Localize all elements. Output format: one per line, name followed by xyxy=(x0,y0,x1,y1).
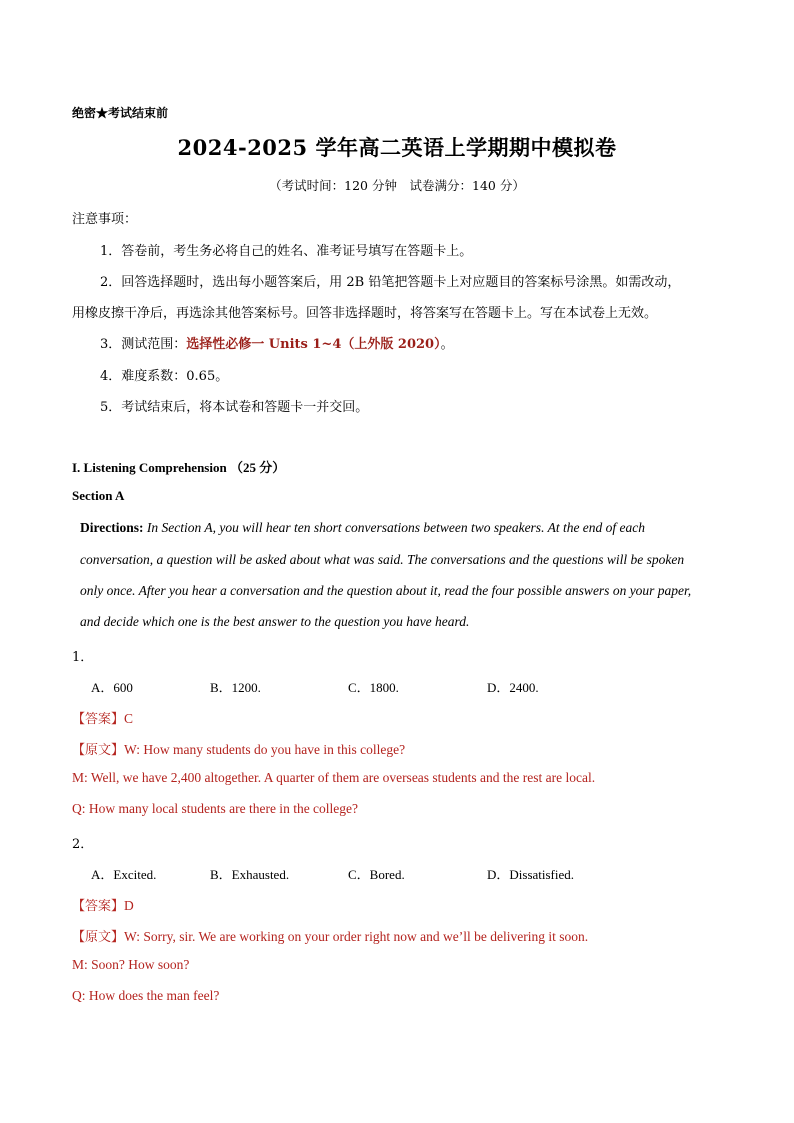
question-2-number: 2． xyxy=(72,837,94,852)
answer-value: D xyxy=(124,898,134,913)
notes-heading: 注意事项： xyxy=(72,212,138,227)
test-scope: 选择性必修一 Units 1~4（上外版 2020） xyxy=(186,337,441,352)
transcript-text: W: How many students do you have in this college? xyxy=(124,742,406,757)
directions-line-3: only once. After you hear a conversation and the question about it, read the four possible answers on your paper, xyxy=(80,583,692,598)
transcript-label: 【原文】 xyxy=(72,930,125,945)
notes-item-1: 1．答卷前，考生务必将自己的姓名、准考证号填写在答题卡上。 xyxy=(100,244,473,259)
notes-item-3-prefix: 3．测试范围： xyxy=(100,337,187,352)
answer-label: 【答案】 xyxy=(72,899,125,914)
directions-line-4: and decide which one is the best answer to the question you have heard. xyxy=(80,614,470,629)
question-1-number: 1． xyxy=(72,650,94,665)
question-1-option-d: D．2400. xyxy=(487,680,539,695)
notes-item-2-line-1: 2．回答选择题时，选出每小题答案后，用 2B 铅笔把答题卡上对应题目的答案标号涂黑。如需改动， xyxy=(100,275,681,290)
exam-title: 2024-2025 学年高二英语上学期期中模拟卷 xyxy=(177,135,617,160)
notes-item-4: 4．难度系数：0.65。 xyxy=(100,369,229,384)
question-2-option-d: D．Dissatisfied. xyxy=(487,867,575,882)
secret-label: 绝密★考试结束前 xyxy=(72,106,169,120)
answer-value: C xyxy=(124,711,134,726)
question-2-transcript-line-2: M: Soon? How soon? xyxy=(72,957,190,972)
directions-line-1 xyxy=(80,520,645,536)
section-title: Section A xyxy=(72,488,125,503)
question-1-option-a: A．600 xyxy=(91,680,133,695)
question-2-transcript-line-1 xyxy=(72,926,588,945)
transcript-label: 【原文】 xyxy=(72,743,125,758)
exam-subtitle: （考试时间：120 分钟 试卷满分：140 分） xyxy=(269,178,525,193)
notes-item-3-suffix: 。 xyxy=(440,337,454,352)
answer-label: 【答案】 xyxy=(72,712,125,727)
part-title: I. Listening Comprehension （25 分） xyxy=(72,460,286,475)
directions-text-1: In Section A, you will hear ten short conversations between two speakers. At the end of each xyxy=(143,520,646,535)
directions-label: Directions: xyxy=(80,520,144,535)
question-1-answer xyxy=(72,708,133,727)
transcript-text: W: Sorry, sir. We are working on your order right now and we’ll be delivering it soon. xyxy=(124,929,589,944)
question-1-option-c: C．1800. xyxy=(348,680,399,695)
notes-item-5: 5．考试结束后，将本试卷和答题卡一并交回。 xyxy=(100,400,369,415)
question-1-option-b: B．1200. xyxy=(210,680,261,695)
question-2-answer xyxy=(72,895,134,914)
question-2-transcript-line-3: Q: How does the man feel? xyxy=(72,988,220,1003)
question-2-option-b: B．Exhausted. xyxy=(210,867,290,882)
question-2-option-c: C．Bored. xyxy=(348,867,405,882)
directions-line-2: conversation, a question will be asked about what was said. The conversations and the questions will be spoken xyxy=(80,552,685,567)
notes-item-3 xyxy=(100,333,454,352)
question-2-option-a: A．Excited. xyxy=(91,867,157,882)
question-1-transcript-line-1 xyxy=(72,739,405,758)
question-1-transcript-line-2: M: Well, we have 2,400 altogether. A quarter of them are overseas students and the rest are local. xyxy=(72,770,596,785)
notes-item-2-line-2: 用橡皮擦干净后，再选涂其他答案标号。回答非选择题时，将答案写在答题卡上。写在本试卷上无效。 xyxy=(72,306,658,321)
question-1-transcript-line-3: Q: How many local students are there in the college? xyxy=(72,801,359,816)
